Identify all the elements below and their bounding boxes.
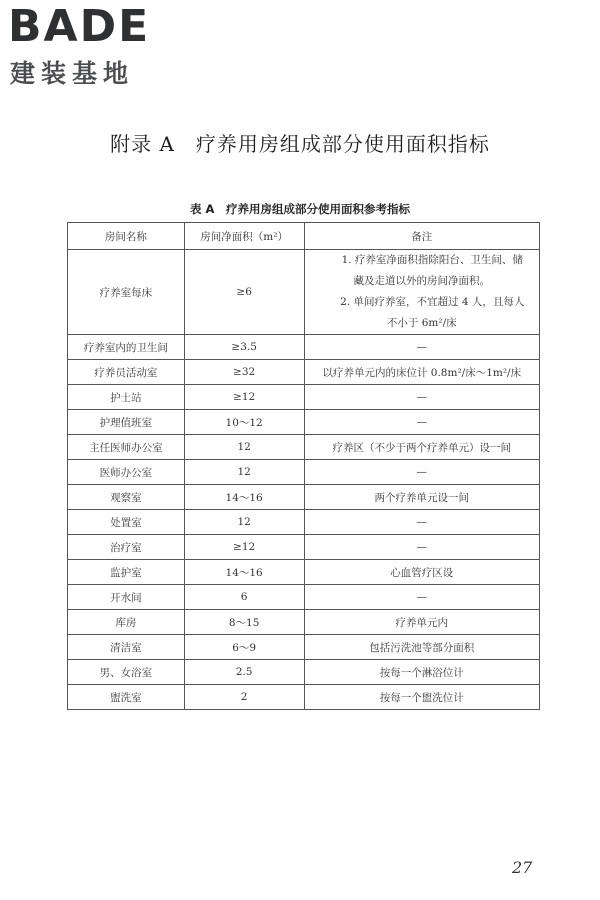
note-cell: — bbox=[304, 460, 539, 485]
note-line: 不小于 6m²/床 bbox=[386, 317, 457, 329]
note-cell: — bbox=[304, 585, 539, 610]
table-row bbox=[68, 335, 540, 360]
area-cell: 12 bbox=[184, 510, 304, 535]
bade-logo bbox=[8, 1, 151, 90]
room-name-cell: 医师办公室 bbox=[68, 460, 185, 485]
note-cell: — bbox=[304, 510, 539, 535]
note-cell: 按每一个淋浴位计 bbox=[304, 660, 539, 685]
room-name-cell: 护士站 bbox=[68, 385, 185, 410]
room-name-cell: 疗养室每床 bbox=[68, 250, 185, 335]
room-name-cell: 治疗室 bbox=[68, 535, 185, 560]
area-cell: 2.5 bbox=[184, 660, 304, 685]
note-cell: — bbox=[304, 535, 539, 560]
room-name-cell: 观察室 bbox=[68, 485, 185, 510]
area-cell: 10～12 bbox=[184, 410, 304, 435]
note-cell: 包括污洗池等部分面积 bbox=[304, 635, 539, 660]
note-cell: — bbox=[304, 410, 539, 435]
page-number: 27 bbox=[512, 858, 533, 877]
area-cell: ≥32 bbox=[184, 360, 304, 385]
logo-subtitle: 建装基地 bbox=[10, 59, 135, 88]
area-cell: 12 bbox=[184, 435, 304, 460]
table-caption: 表 A 疗养用房组成部分使用面积参考指标 bbox=[190, 202, 410, 216]
logo-wordmark: BADE bbox=[8, 1, 151, 52]
table-row bbox=[68, 360, 540, 385]
area-cell: 14～16 bbox=[184, 560, 304, 585]
appendix-title: 附录 A 疗养用房组成部分使用面积指标 bbox=[110, 132, 490, 156]
header-room-name: 房间名称 bbox=[68, 223, 185, 250]
table-row bbox=[68, 385, 540, 410]
room-name-cell: 开水间 bbox=[68, 585, 185, 610]
note-cell: 心血管疗区设 bbox=[304, 560, 539, 585]
room-name-cell: 男、女浴室 bbox=[68, 660, 185, 685]
table-row bbox=[68, 510, 540, 535]
note-cell: — bbox=[304, 385, 539, 410]
table-row bbox=[68, 435, 540, 460]
area-cell: 6～9 bbox=[184, 635, 304, 660]
table-row bbox=[68, 410, 540, 435]
table-row bbox=[68, 485, 540, 510]
area-cell: ≥3.5 bbox=[184, 335, 304, 360]
table-row bbox=[68, 460, 540, 485]
note-cell: — bbox=[304, 335, 539, 360]
area-cell: ≥6 bbox=[184, 250, 304, 335]
area-cell: ≥12 bbox=[184, 535, 304, 560]
note-line: 藏及走道以外的房间净面积。 bbox=[353, 275, 491, 287]
note-cell: 两个疗养单元设一间 bbox=[304, 485, 539, 510]
room-name-cell: 清洁室 bbox=[68, 635, 185, 660]
room-name-cell: 处置室 bbox=[68, 510, 185, 535]
area-cell: 2 bbox=[184, 685, 304, 710]
room-name-cell: 监护室 bbox=[68, 560, 185, 585]
table-row bbox=[68, 635, 540, 660]
area-cell: 12 bbox=[184, 460, 304, 485]
table-row bbox=[68, 535, 540, 560]
note-cell: 以疗养单元内的床位计 0.8m²/床～1m²/床 bbox=[304, 360, 539, 385]
header-notes: 备注 bbox=[304, 223, 539, 250]
area-cell: 6 bbox=[184, 585, 304, 610]
room-name-cell: 疗养员活动室 bbox=[68, 360, 185, 385]
area-cell: 14～16 bbox=[184, 485, 304, 510]
room-name-cell: 盥洗室 bbox=[68, 685, 185, 710]
note-line: 2. 单间疗养室，不宜超过 4 人，且每人 bbox=[340, 296, 525, 308]
room-name-cell: 护理值班室 bbox=[68, 410, 185, 435]
note-line: 1. 疗养室净面积指除阳台、卫生间、储 bbox=[341, 254, 523, 266]
room-name-cell: 疗养室内的卫生间 bbox=[68, 335, 185, 360]
room-name-cell: 库房 bbox=[68, 610, 185, 635]
note-cell bbox=[304, 250, 539, 335]
table-row bbox=[68, 585, 540, 610]
table-row bbox=[68, 685, 540, 710]
table-row bbox=[68, 250, 540, 335]
room-name-cell: 主任医师办公室 bbox=[68, 435, 185, 460]
table-row bbox=[68, 560, 540, 585]
area-index-table bbox=[67, 222, 540, 710]
note-cell: 疗养单元内 bbox=[304, 610, 539, 635]
note-cell: 疗养区（不少于两个疗养单元）设一间 bbox=[304, 435, 539, 460]
table-header-row bbox=[68, 223, 540, 250]
header-net-area: 房间净面积（m²） bbox=[184, 223, 304, 250]
area-cell: ≥12 bbox=[184, 385, 304, 410]
table-row bbox=[68, 660, 540, 685]
note-cell: 按每一个盥洗位计 bbox=[304, 685, 539, 710]
table-row bbox=[68, 610, 540, 635]
area-cell: 8～15 bbox=[184, 610, 304, 635]
